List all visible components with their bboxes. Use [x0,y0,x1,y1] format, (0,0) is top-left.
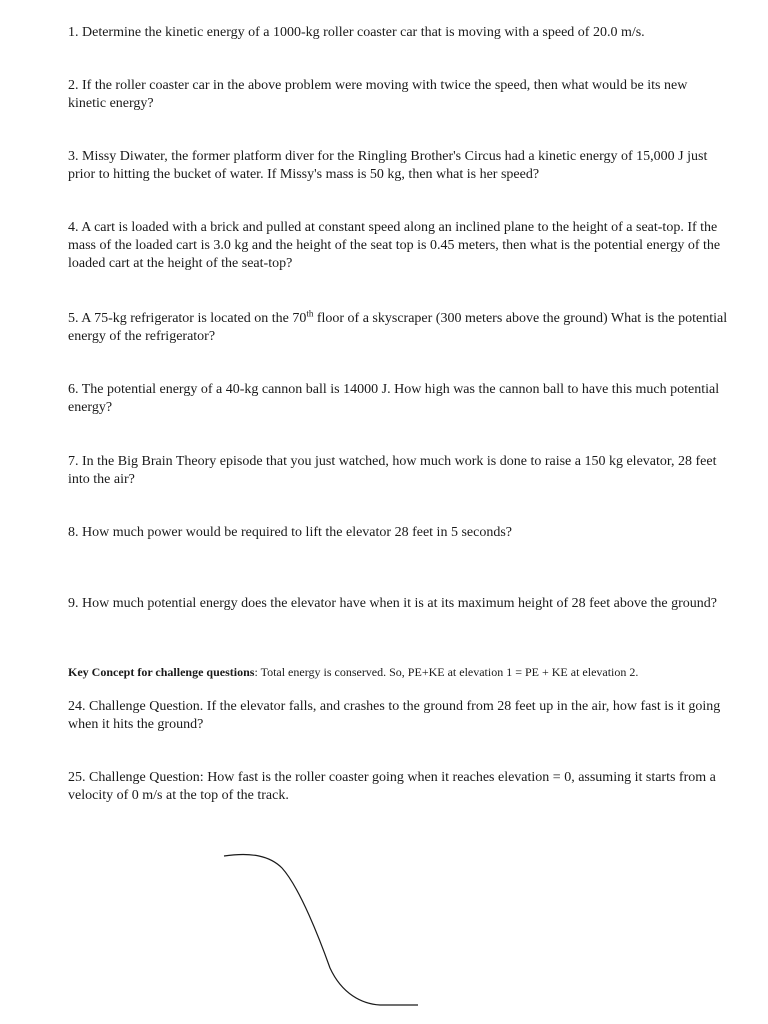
question-4: 4. A cart is loaded with a brick and pulled at constant speed along an inclined plane to the height of a seat-top. If the mass of the loaded cart is 3.0 kg and the height of the seat top is 0.45 meters, then what is the potential energy of the loaded cart at the height of the seat-top? [68,220,721,271]
key-concept-label: Key Concept for challenge questions [68,665,255,679]
key-concept-text: : Total energy is conserved. So, PE+KE at elevation 1 = PE + KE at elevation 2. [254,665,639,679]
track-curve [224,855,418,1006]
question-5-superscript: th [306,308,314,319]
question-1: 1. Determine the kinetic energy of a 1000-kg roller coaster car that is moving with a speed of 20.0 m/s. [68,25,645,40]
question-5-text-end: floor of a skyscraper (300 meters above the ground) What is the potential energy of the refrigerator? [68,311,728,344]
question-8: 8. How much power would be required to lift the elevator 28 feet in 5 seconds? [68,525,512,540]
question-3: 3. Missy Diwater, the former platform diver for the Ringling Brother's Circus had a kinetic energy of 15,000 J just prior to hitting the bucket of water. If Missy's mass is 50 kg, then what is her speed? [68,149,708,182]
question-24: 24. Challenge Question. If the elevator falls, and crashes to the ground from 28 feet up in the air, how fast is it going when it hits the ground? [68,699,721,732]
question-2: 2. If the roller coaster car in the above problem were moving with twice the speed, then what would be its new kinetic energy? [68,78,688,111]
question-25: 25. Challenge Question: How fast is the roller coaster going when it reaches elevation = 0, assuming it starts from a velocity of 0 m/s at the top of the track. [68,770,716,803]
question-6: 6. The potential energy of a 40-kg cannon ball is 14000 J. How high was the cannon ball to have this much potential energy? [68,382,720,415]
question-9: 9. How much potential energy does the elevator have when it is at its maximum height of 28 feet above the ground? [68,596,718,611]
question-5-text-start: 5. A 75-kg refrigerator is located on the 70 [68,311,307,326]
question-7: 7. In the Big Brain Theory episode that you just watched, how much work is done to raise a 150 kg elevator, 28 feet into the air? [68,454,717,487]
